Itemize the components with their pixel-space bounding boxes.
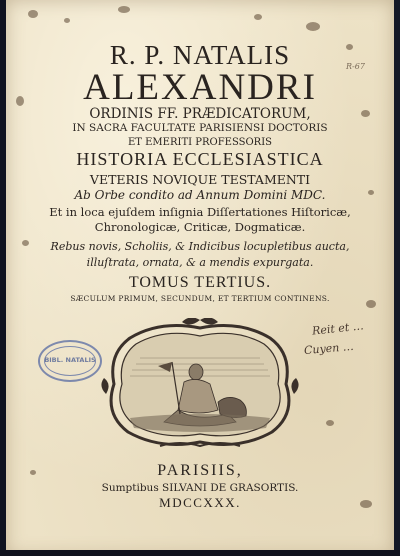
scan-edge-right — [394, 0, 400, 556]
dissertations-line-1: Et in loca ejuſdem inſignia Diſſertationes Hiſtoricæ, — [49, 205, 351, 219]
imprint-publisher: Sumptibus SILVANI DE GRASORTIS. — [101, 482, 299, 494]
foxing-spot — [326, 420, 334, 426]
handwritten-note-2: Cuyen … — [303, 339, 355, 358]
scan-edge-bottom — [0, 550, 400, 556]
library-stamp — [38, 340, 102, 382]
faculty-line: IN SACRA FACULTATE PARISIENSI DOCTORIS — [72, 122, 328, 134]
foxing-spot — [254, 14, 262, 20]
imprint-year: MDCCXXX. — [159, 495, 241, 510]
foxing-spot — [306, 22, 320, 31]
author-line-1: R. P. NATALIS — [109, 40, 291, 70]
title-page — [6, 0, 394, 556]
foxing-spot — [28, 10, 38, 18]
dissertations-line-2: Chronologicæ, Criticæ, Dogmaticæ. — [94, 220, 306, 234]
contents-line: SÆCULUM PRIMUM, SECUNDUM, ET TERTIUM CONTINENS. — [70, 294, 330, 303]
engraved-vignette — [100, 318, 300, 450]
additions-line-2: illuſtrata, ornata, & a mendis expurgata. — [86, 256, 314, 269]
shelf-mark-note: R-67 — [346, 62, 365, 71]
imprint-place: PARISIIS, — [157, 462, 243, 479]
foxing-spot — [64, 18, 70, 23]
handwritten-note-1: Reit et … — [311, 319, 365, 338]
period-line: Ab Orbe condito ad Annum Domini MDC. — [74, 188, 326, 202]
professor-line: ET EMERITI PROFESSORIS — [127, 137, 272, 148]
volume-line: TOMUS TERTIUS. — [128, 274, 272, 291]
order-line: ORDINIS FF. PRÆDICATORUM, — [89, 106, 311, 122]
additions-line-1: Rebus novis, Scholiis, & Indicibus locupletibus aucta, — [50, 240, 350, 253]
foxing-spot — [118, 6, 130, 13]
subtitle-line: VETERIS NOVIQUE TESTAMENTI — [89, 172, 311, 187]
author-line-2: ALEXANDRI — [83, 67, 317, 108]
book-title: HISTORIA ECCLESIASTICA — [76, 149, 324, 169]
stamp-text: BIBL. NATALIS — [44, 356, 96, 364]
